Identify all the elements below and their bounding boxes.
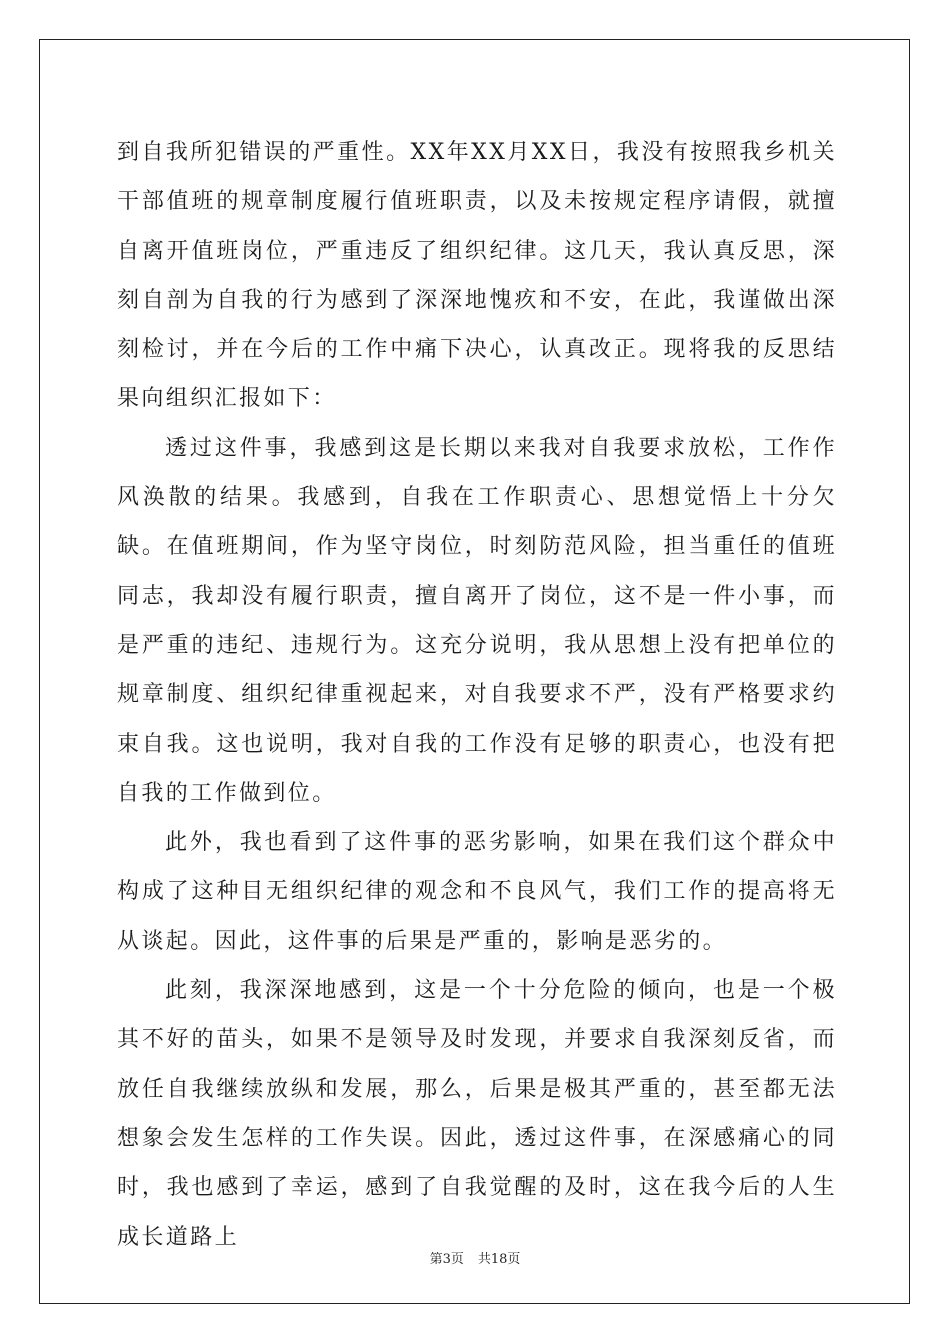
paragraph-2: 透过这件事，我感到这是长期以来我对自我要求放松，工作作风涣散的结果。我感到，自我在工作职责心、思想觉悟上十分欠缺。在值班期间，作为坚守岗位，时刻防范风险，担当重任的值班同志，我却没有履行职责，擅自离开了岗位，这不是一件小事，而是严重的违纪、违规行为。这充分说明，我从思想上没有把单位的规章制度、组织纪律重视起来，对自我要求不严，没有严格要求约束自我。这也说明，我对自我的工作没有足够的职责心，也没有把自我的工作做到位。 (117, 435, 837, 806)
document-body (117, 128, 837, 1262)
paragraph-3: 此外，我也看到了这件事的恶劣影响，如果在我们这个群众中构成了这种目无组织纪律的观念和不良风气，我们工作的提高将无从谈起。因此，这件事的后果是严重的，影响是恶劣的。 (117, 830, 837, 954)
total-pages: 共18页 (477, 1252, 521, 1267)
paragraph-4: 此刻，我深深地感到，这是一个十分危险的倾向，也是一个极其不好的苗头，如果不是领导及时发现，并要求自我深刻反省，而放任自我继续放纵和发展，那么，后果是极其严重的，甚至都无法想象会发生怎样的工作失误。因此，透过这件事，在深感痛心的同时，我也感到了幸运，感到了自我觉醒的及时，这在我今后的人生成长道路上 (117, 978, 837, 1250)
paragraph-1: 到自我所犯错误的严重性。XX年XX月XX日，我没有按照我乡机关干部值班的规章制度履行值班职责，以及未按规定程序请假，就擅自离开值班岗位，严重违反了组织纪律。这几天，我认真反思，深刻自剖为自我的行为感到了深深地愧疚和不安，在此，我谨做出深刻检讨，并在今后的工作中痛下决心，认真改正。现将我的反思结果向组织汇报如下： (117, 140, 837, 412)
page-footer (0, 1248, 950, 1267)
page-number: 第3页 (429, 1252, 464, 1267)
